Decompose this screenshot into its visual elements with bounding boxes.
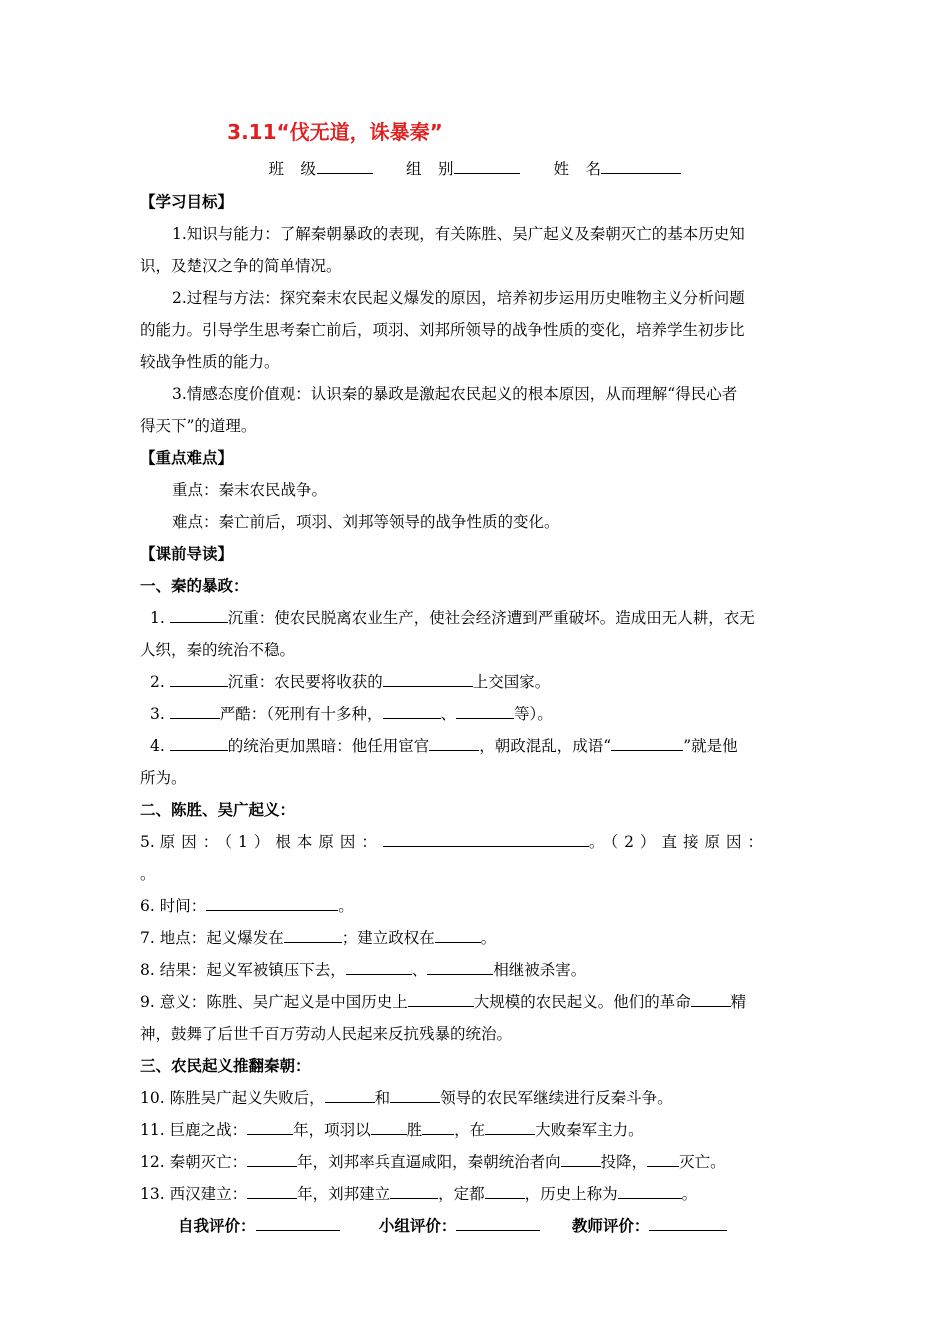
question-5 xyxy=(140,830,810,852)
q2-blank-2[interactable] xyxy=(383,672,473,687)
group-eval-blank[interactable] xyxy=(456,1216,540,1231)
q13-text-d: ，历史上称为 xyxy=(524,1185,618,1203)
goal2-line3: 较战争性质的能力。 xyxy=(140,353,280,371)
q4-blank-3[interactable] xyxy=(611,736,683,751)
q13-number: 13. xyxy=(140,1185,165,1203)
q10-text-b: 和 xyxy=(374,1089,391,1107)
q6-number: 6. xyxy=(140,897,155,915)
q9-number: 9. xyxy=(140,993,155,1011)
q8-text-c: 相继被杀害。 xyxy=(493,961,587,979)
goal1-line2: 识，及楚汉之争的简单情况。 xyxy=(140,257,342,275)
q2-blank-1[interactable] xyxy=(170,672,228,687)
q4-number: 4. xyxy=(150,737,165,755)
q11-text-a: 巨鹿之战： xyxy=(169,1121,248,1139)
q13-blank-4[interactable] xyxy=(618,1184,682,1199)
q9-text-b: 大规模的农民起义。他们的革命 xyxy=(473,993,691,1011)
q3-text-c: 等）。 xyxy=(514,705,553,723)
q8-text-b: 、 xyxy=(411,961,428,979)
q4-text-a: 的统治更加黑暗：他任用宦官 xyxy=(227,737,430,755)
goal2-line2: 的能力。引导学生思考秦亡前后，项羽、刘邦所领导的战争性质的变化，培养学生初步比 xyxy=(140,321,745,339)
question-2 xyxy=(140,670,820,692)
q9-text-a: 意义：陈胜、吴广起义是中国历史上 xyxy=(159,993,408,1011)
question-3 xyxy=(140,702,820,724)
question-4 xyxy=(140,734,820,756)
q11-text-d: ，在 xyxy=(454,1121,486,1139)
q8-blank-2[interactable] xyxy=(427,960,493,975)
q7-blank-2[interactable] xyxy=(435,928,481,943)
q3-blank-3[interactable] xyxy=(456,704,514,719)
q3-text-a: 严酷：（死刑有十多种， xyxy=(219,705,383,723)
q8-number: 8. xyxy=(140,961,155,979)
question-11 xyxy=(140,1118,810,1140)
question-9-cont: 神，鼓舞了后世千百万劳动人民起来反抗残暴的统治。 xyxy=(140,1025,513,1043)
q7-blank-1[interactable] xyxy=(284,928,342,943)
q3-blank-2[interactable] xyxy=(383,704,441,719)
teacher-eval-label: 教师评价： xyxy=(571,1217,650,1235)
q12-text-d: 灭亡。 xyxy=(679,1153,726,1171)
q7-text-b: ；建立政权在 xyxy=(341,929,435,947)
q12-text-c: 投降， xyxy=(600,1153,648,1171)
group-eval-label: 小组评价： xyxy=(378,1217,457,1235)
q9-blank-1[interactable] xyxy=(408,992,474,1007)
question-8 xyxy=(140,958,810,980)
goals-heading: 【学习目标】 xyxy=(140,193,234,211)
q13-blank-3[interactable] xyxy=(485,1184,525,1199)
part1-heading: 一、秦的暴政： xyxy=(140,577,249,595)
q4-text-b: ，朝政混乱，成语“ xyxy=(479,737,612,755)
q12-blank-3[interactable] xyxy=(647,1152,679,1167)
q5-text-b: 。（2）直接原因： xyxy=(588,833,769,851)
q13-blank-2[interactable] xyxy=(390,1184,438,1199)
q5-blank[interactable] xyxy=(383,832,589,847)
q6-blank[interactable] xyxy=(206,896,338,911)
q4-blank-1[interactable] xyxy=(170,736,228,751)
key-heading: 【重点难点】 xyxy=(140,449,234,467)
question-1-cont: 人织，秦的统治不稳。 xyxy=(140,641,296,659)
q8-blank-1[interactable] xyxy=(346,960,412,975)
q10-text-c: 领导的农民军继续进行反秦斗争。 xyxy=(440,1089,673,1107)
q11-number: 11. xyxy=(140,1121,165,1139)
q11-text-e: 大败秦军主力。 xyxy=(535,1121,644,1139)
q12-text-a: 秦朝灭亡： xyxy=(169,1153,248,1171)
q11-blank-3[interactable] xyxy=(422,1120,454,1135)
q11-blank-4[interactable] xyxy=(485,1120,535,1135)
q5-text-a: 原因：（1）根本原因： xyxy=(159,833,383,851)
class-label: 班 级 xyxy=(268,160,317,178)
q11-text-b: 年，项羽以 xyxy=(293,1121,371,1139)
q12-number: 12. xyxy=(140,1153,165,1171)
q3-text-b: 、 xyxy=(440,705,457,723)
goal1-line1: 1.知识与能力：了解秦朝暴政的表现，有关陈胜、吴广起义及秦朝灭亡的基本历史知 xyxy=(172,225,745,243)
q13-text-c: ，定都 xyxy=(438,1185,485,1203)
goal3-line1: 3.情感态度价值观：认识秦的暴政是激起农民起义的根本原因，从而理解“得民心者 xyxy=(172,385,738,403)
goal2-line1: 2.过程与方法：探究秦末农民起义爆发的原因，培养初步运用历史唯物主义分析问题 xyxy=(172,289,745,307)
q2-text-a: 沉重：农民要将收获的 xyxy=(227,673,383,691)
question-10 xyxy=(140,1086,810,1108)
question-4-cont: 所为。 xyxy=(140,769,187,787)
q6-text-b: 。 xyxy=(338,897,354,915)
q2-number: 2. xyxy=(150,673,165,691)
goal3-line2: 得天下”的道理。 xyxy=(140,417,257,435)
q1-number: 1. xyxy=(150,609,165,627)
q3-number: 3. xyxy=(150,705,165,723)
question-6 xyxy=(140,894,810,916)
class-blank[interactable] xyxy=(317,159,373,174)
q1-blank[interactable] xyxy=(170,608,228,623)
part2-heading: 二、陈胜、吴广起义： xyxy=(140,801,296,819)
q10-blank-1[interactable] xyxy=(325,1088,375,1103)
q13-blank-1[interactable] xyxy=(247,1184,297,1199)
q6-text-a: 时间： xyxy=(159,897,207,915)
q13-text-b: 年，刘邦建立 xyxy=(297,1185,391,1203)
name-label: 姓 名 xyxy=(553,160,602,178)
q11-blank-1[interactable] xyxy=(247,1120,293,1135)
q3-blank-1[interactable] xyxy=(170,704,220,719)
self-eval-label: 自我评价： xyxy=(178,1217,256,1235)
q10-text-a: 陈胜吴广起义失败后， xyxy=(169,1089,325,1107)
q4-blank-2[interactable] xyxy=(429,736,479,751)
q12-blank-2[interactable] xyxy=(561,1152,601,1167)
name-blank[interactable] xyxy=(601,159,681,174)
q7-text-a: 地点：起义爆发在 xyxy=(159,929,284,947)
q5-number: 5. xyxy=(140,833,155,851)
q11-text-c: 胜 xyxy=(406,1121,423,1139)
question-12 xyxy=(140,1150,810,1172)
q4-text-c: ”就是他 xyxy=(683,737,738,755)
q12-blank-1[interactable] xyxy=(247,1152,297,1167)
page-title: 3.11“伐无道，诛暴秦” xyxy=(227,120,443,144)
question-7 xyxy=(140,926,810,948)
q9-blank-2[interactable] xyxy=(691,992,731,1007)
q12-text-b: 年，刘邦率兵直逼咸阳，秦朝统治者向 xyxy=(297,1153,561,1171)
key-point: 重点：秦末农民战争。 xyxy=(172,481,328,499)
q9-text-c: 精 xyxy=(730,993,747,1011)
question-13 xyxy=(140,1182,810,1204)
question-9 xyxy=(140,990,810,1012)
teacher-eval-blank[interactable] xyxy=(649,1216,727,1231)
q10-blank-2[interactable] xyxy=(390,1088,440,1103)
q13-text-a: 西汉建立： xyxy=(169,1185,248,1203)
preview-heading: 【课前导读】 xyxy=(140,545,234,563)
q8-text-a: 结果：起义军被镇压下去， xyxy=(159,961,346,979)
question-1 xyxy=(140,606,820,628)
student-info-row xyxy=(140,157,810,179)
evaluation-row xyxy=(140,1214,848,1236)
group-label: 组 别 xyxy=(405,160,454,178)
q7-number: 7. xyxy=(140,929,155,947)
part3-heading: 三、农民起义推翻秦朝： xyxy=(140,1057,311,1075)
question-5-cont: 。 xyxy=(140,865,156,883)
q1-text: 沉重：使农民脱离农业生产，使社会经济遭到严重破坏。造成田无人耕，衣无 xyxy=(227,609,755,627)
self-eval-blank[interactable] xyxy=(256,1216,340,1231)
q13-text-e: 。 xyxy=(681,1185,698,1203)
difficult-point: 难点：秦亡前后，项羽、刘邦等领导的战争性质的变化。 xyxy=(172,513,560,531)
q11-blank-2[interactable] xyxy=(371,1120,407,1135)
q10-number: 10. xyxy=(140,1089,165,1107)
group-blank[interactable] xyxy=(454,159,520,174)
q7-text-c: 。 xyxy=(480,929,497,947)
q2-text-b: 上交国家。 xyxy=(472,673,551,691)
